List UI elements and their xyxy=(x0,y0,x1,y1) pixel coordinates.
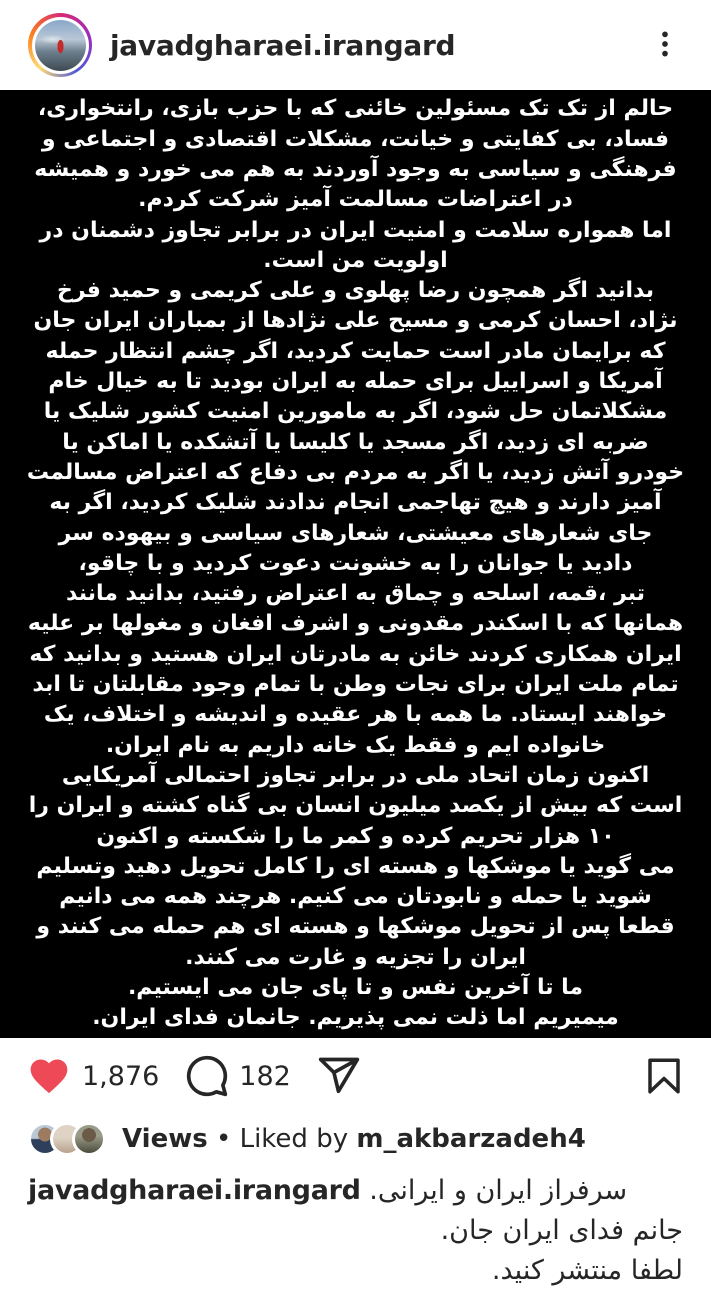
save-button[interactable] xyxy=(643,1054,685,1098)
image-text-line: حالم از تک تک مسئولین خائنی که با حزب بازی، رانتخواری، xyxy=(37,96,674,122)
image-text-line: قطعا پس از تحویل موشکها و هسته ای هم حمله می کنند و xyxy=(36,914,675,940)
image-text-line: مشکلاتمان حل شود، اگر به مامورین امنیت کشور شلیک یا xyxy=(43,399,668,425)
likes-count[interactable]: 1,876 xyxy=(82,1060,160,1092)
image-text-line: اکنون زمان اتحاد ملی در برابر تجاوز احتمالی آمریکایی xyxy=(61,762,650,788)
image-text-line: ضربه ای زدید، اگر مسجد یا کلیسا یا آتشکده یا اماکن یا xyxy=(62,429,649,455)
liked-by-row xyxy=(0,1116,711,1162)
views-link[interactable]: Views xyxy=(122,1124,208,1154)
caption-line-3: لطفا منتشر کنید. xyxy=(491,1255,683,1286)
story-ring-gap xyxy=(32,17,89,74)
bookmark-icon xyxy=(643,1054,685,1098)
liker-avatar-3[interactable] xyxy=(72,1122,106,1156)
image-text-line: ۱۰ هزار تحریم کرده و کمر ما را شکسته و اکنون xyxy=(96,823,615,849)
image-text-line: تبر ،قمه، اسلحه و چماق به اعتراض رفتید، بدانید مانند xyxy=(66,581,645,607)
image-text-line: شوید یا حمله و نابودتان می کنیم. هرچند همه می دانیم xyxy=(59,884,652,910)
post-image[interactable] xyxy=(0,90,711,1038)
caption-text-1: سرفراز ایران و ایرانی. xyxy=(369,1175,628,1206)
image-text-line: تمام ملت ایران برای نجات وطن با تمام وجود مقابلتان تا ابد xyxy=(32,672,679,698)
caption-username-link[interactable]: javadgharaei.irangard xyxy=(28,1175,361,1206)
image-text-line: که برایمان مادر است حمایت کردید، اگر چشم انتظار حمله xyxy=(45,338,666,364)
like-button[interactable] xyxy=(26,1054,72,1098)
image-text-line: ایران همکاری کردند خائن به مادرتان ایران هستید و بدانید که xyxy=(29,641,682,667)
post-author-username[interactable]: javadgharaei.irangard xyxy=(110,28,456,62)
comments-count[interactable]: 182 xyxy=(239,1060,291,1092)
paper-plane-icon xyxy=(317,1054,361,1098)
comment-bubble-icon xyxy=(185,1054,229,1098)
image-text-line: همانها که با اسکندر مقدونی و اشرف افغان و مغولها بر علیه xyxy=(27,611,684,637)
liker-avatar-stack[interactable] xyxy=(28,1122,106,1156)
heart-icon xyxy=(26,1054,72,1098)
image-text-line: نژاد، احسان کرمی و مسیح علی نژادها از بمباران ایران جان xyxy=(33,308,678,334)
image-text-line: در اعتراضات مسالمت آمیز شرکت کردم. xyxy=(138,187,573,213)
image-text-line: خودرو آتش زدید، یا اگر به مردم بی دفاع که اعتراض مسالمت xyxy=(26,459,685,485)
vertical-dots-icon xyxy=(648,27,682,64)
liker-username-link[interactable]: m_akbarzadeh4 xyxy=(356,1124,586,1154)
image-text-line: دادید یا جوانان را به خشونت دعوت کردید و با چاقو، xyxy=(78,550,633,576)
image-text-line: می گوید یا موشکها و هسته ای را کامل تحویل دهید وتسلیم xyxy=(36,853,675,879)
liked-by-text xyxy=(122,1124,586,1154)
image-text-line: آمریکا و اسراییل برای حمله به ایران بودید تا به خیال خام xyxy=(48,369,663,395)
image-text-line: میمیریم اما ذلت نمی پذیریم. جانمان فدای ایران. xyxy=(92,1005,619,1031)
image-text-line: ما تا آخرین نفس و تا پای جان می ایستیم. xyxy=(127,975,584,1000)
image-text-line: فرهنگی و سیاسی به وجود آوردند به هم می خورد و همیشه xyxy=(34,156,677,182)
comment-button[interactable] xyxy=(185,1054,229,1098)
image-text-line: اما همواره سلامت و امنیت ایران در برابر تجاوز دشمنان در xyxy=(39,217,672,243)
image-text-line: جای شعارهای معیشتی، شعارهای سیاسی و بیهوده سر xyxy=(58,520,653,546)
post-header xyxy=(0,0,711,90)
caption xyxy=(0,1162,711,1289)
more-options-button[interactable] xyxy=(645,23,685,67)
caption-line-2: جانم فدای ایران جان. xyxy=(440,1215,683,1246)
caption-line-1 xyxy=(28,1172,683,1209)
liked-by-label: Liked by xyxy=(239,1124,349,1154)
image-text-line: خواهند ایستاد. ما همه با هر عقیده و اندیشه و اختلاف، یک xyxy=(43,702,668,728)
image-text-line: بدانید اگر همچون رضا پهلوی و علی کریمی و حمید فرخ xyxy=(56,278,654,304)
separator-dot: • xyxy=(215,1124,232,1154)
image-text-line: فساد، بی کفایتی و خیانت، مشکلات اقتصادی و اجتماعی و xyxy=(41,126,670,152)
image-text-line: ایران را تجزیه و غارت می کنند. xyxy=(185,944,526,970)
profile-avatar[interactable] xyxy=(35,20,86,71)
share-button[interactable] xyxy=(317,1054,361,1098)
image-text-line: است که بیش از یکصد میلیون انسان بی گناه کشته و ایران را xyxy=(28,793,683,819)
action-bar xyxy=(0,1038,711,1106)
image-text-line: اولویت من است. xyxy=(263,247,448,273)
image-text-line: آمیز دارند و هیچ تهاجمی انجام ندادند شلیک کردید، اگر به xyxy=(49,490,662,516)
image-text-line: خانواده ایم و فقط یک خانه داریم به نام ایران. xyxy=(105,732,606,758)
story-ring[interactable] xyxy=(28,13,92,77)
